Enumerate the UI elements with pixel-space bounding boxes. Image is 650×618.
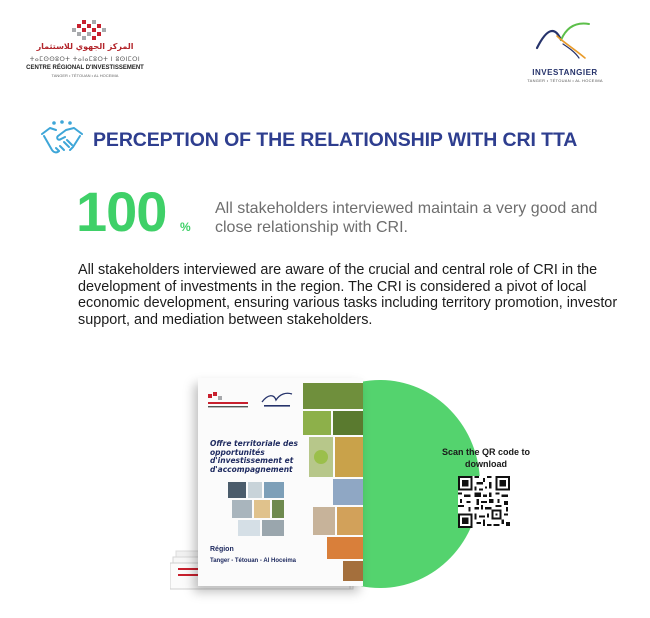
cri-tifinagh-name: ⵜⴰⵎⵙⵙⵓⵔⵜ ⵜⴰⵏⴰⵎⵓⵔⵜ ⵏ ⵓⵙⵏⵎⵔⵏ xyxy=(29,56,141,63)
section-title: PERCEPTION OF THE RELATIONSHIP WITH CRI TTA xyxy=(93,129,578,151)
investangier-swoosh-icon xyxy=(533,18,593,62)
investangier-region: TANGER • TÉTOUAN • AL HOCEIMA xyxy=(527,78,603,83)
brochure-region-label: Région xyxy=(210,546,234,553)
stat-description: All stakeholders interviewed maintain a very good and close relationship with CRI. xyxy=(215,200,598,236)
body-paragraph: All stakeholders interviewed are aware of the crucial and central role of CRI in the development of investments in the region. The CRI is considered a pivot of local economic development, ensuring various tasks including territory promotion, investor support, and mediation between stakeholders. xyxy=(78,262,618,328)
brochure-cover[interactable] xyxy=(198,378,363,586)
cri-region: TANGER • TÉTOUAN • AL HOCEIMA xyxy=(51,73,119,78)
cri-arabic-name: المركز الجهوي للاستثمار xyxy=(36,42,134,51)
investangier-logo xyxy=(515,18,615,88)
brochure-title: Offre territoriale des opportunités d'investissement et d'accompagnement xyxy=(210,439,298,474)
brochure-photo-collage xyxy=(228,482,288,538)
brochure-region-name: Tanger - Tétouan - Al Hoceima xyxy=(210,558,297,564)
stat-unit: % xyxy=(180,220,191,234)
handshake-icon xyxy=(40,120,84,158)
cri-mosaic-icon xyxy=(70,18,110,44)
cri-french-name: CENTRE RÉGIONAL D'INVESTISSEMENT xyxy=(26,65,144,71)
stat-value: 100 xyxy=(76,180,167,243)
qr-code-icon[interactable] xyxy=(458,476,510,528)
investangier-name: INVESTANGIER xyxy=(532,68,598,77)
cri-logo xyxy=(0,18,175,98)
qr-instruction: Scan the QR code to download xyxy=(441,447,530,469)
